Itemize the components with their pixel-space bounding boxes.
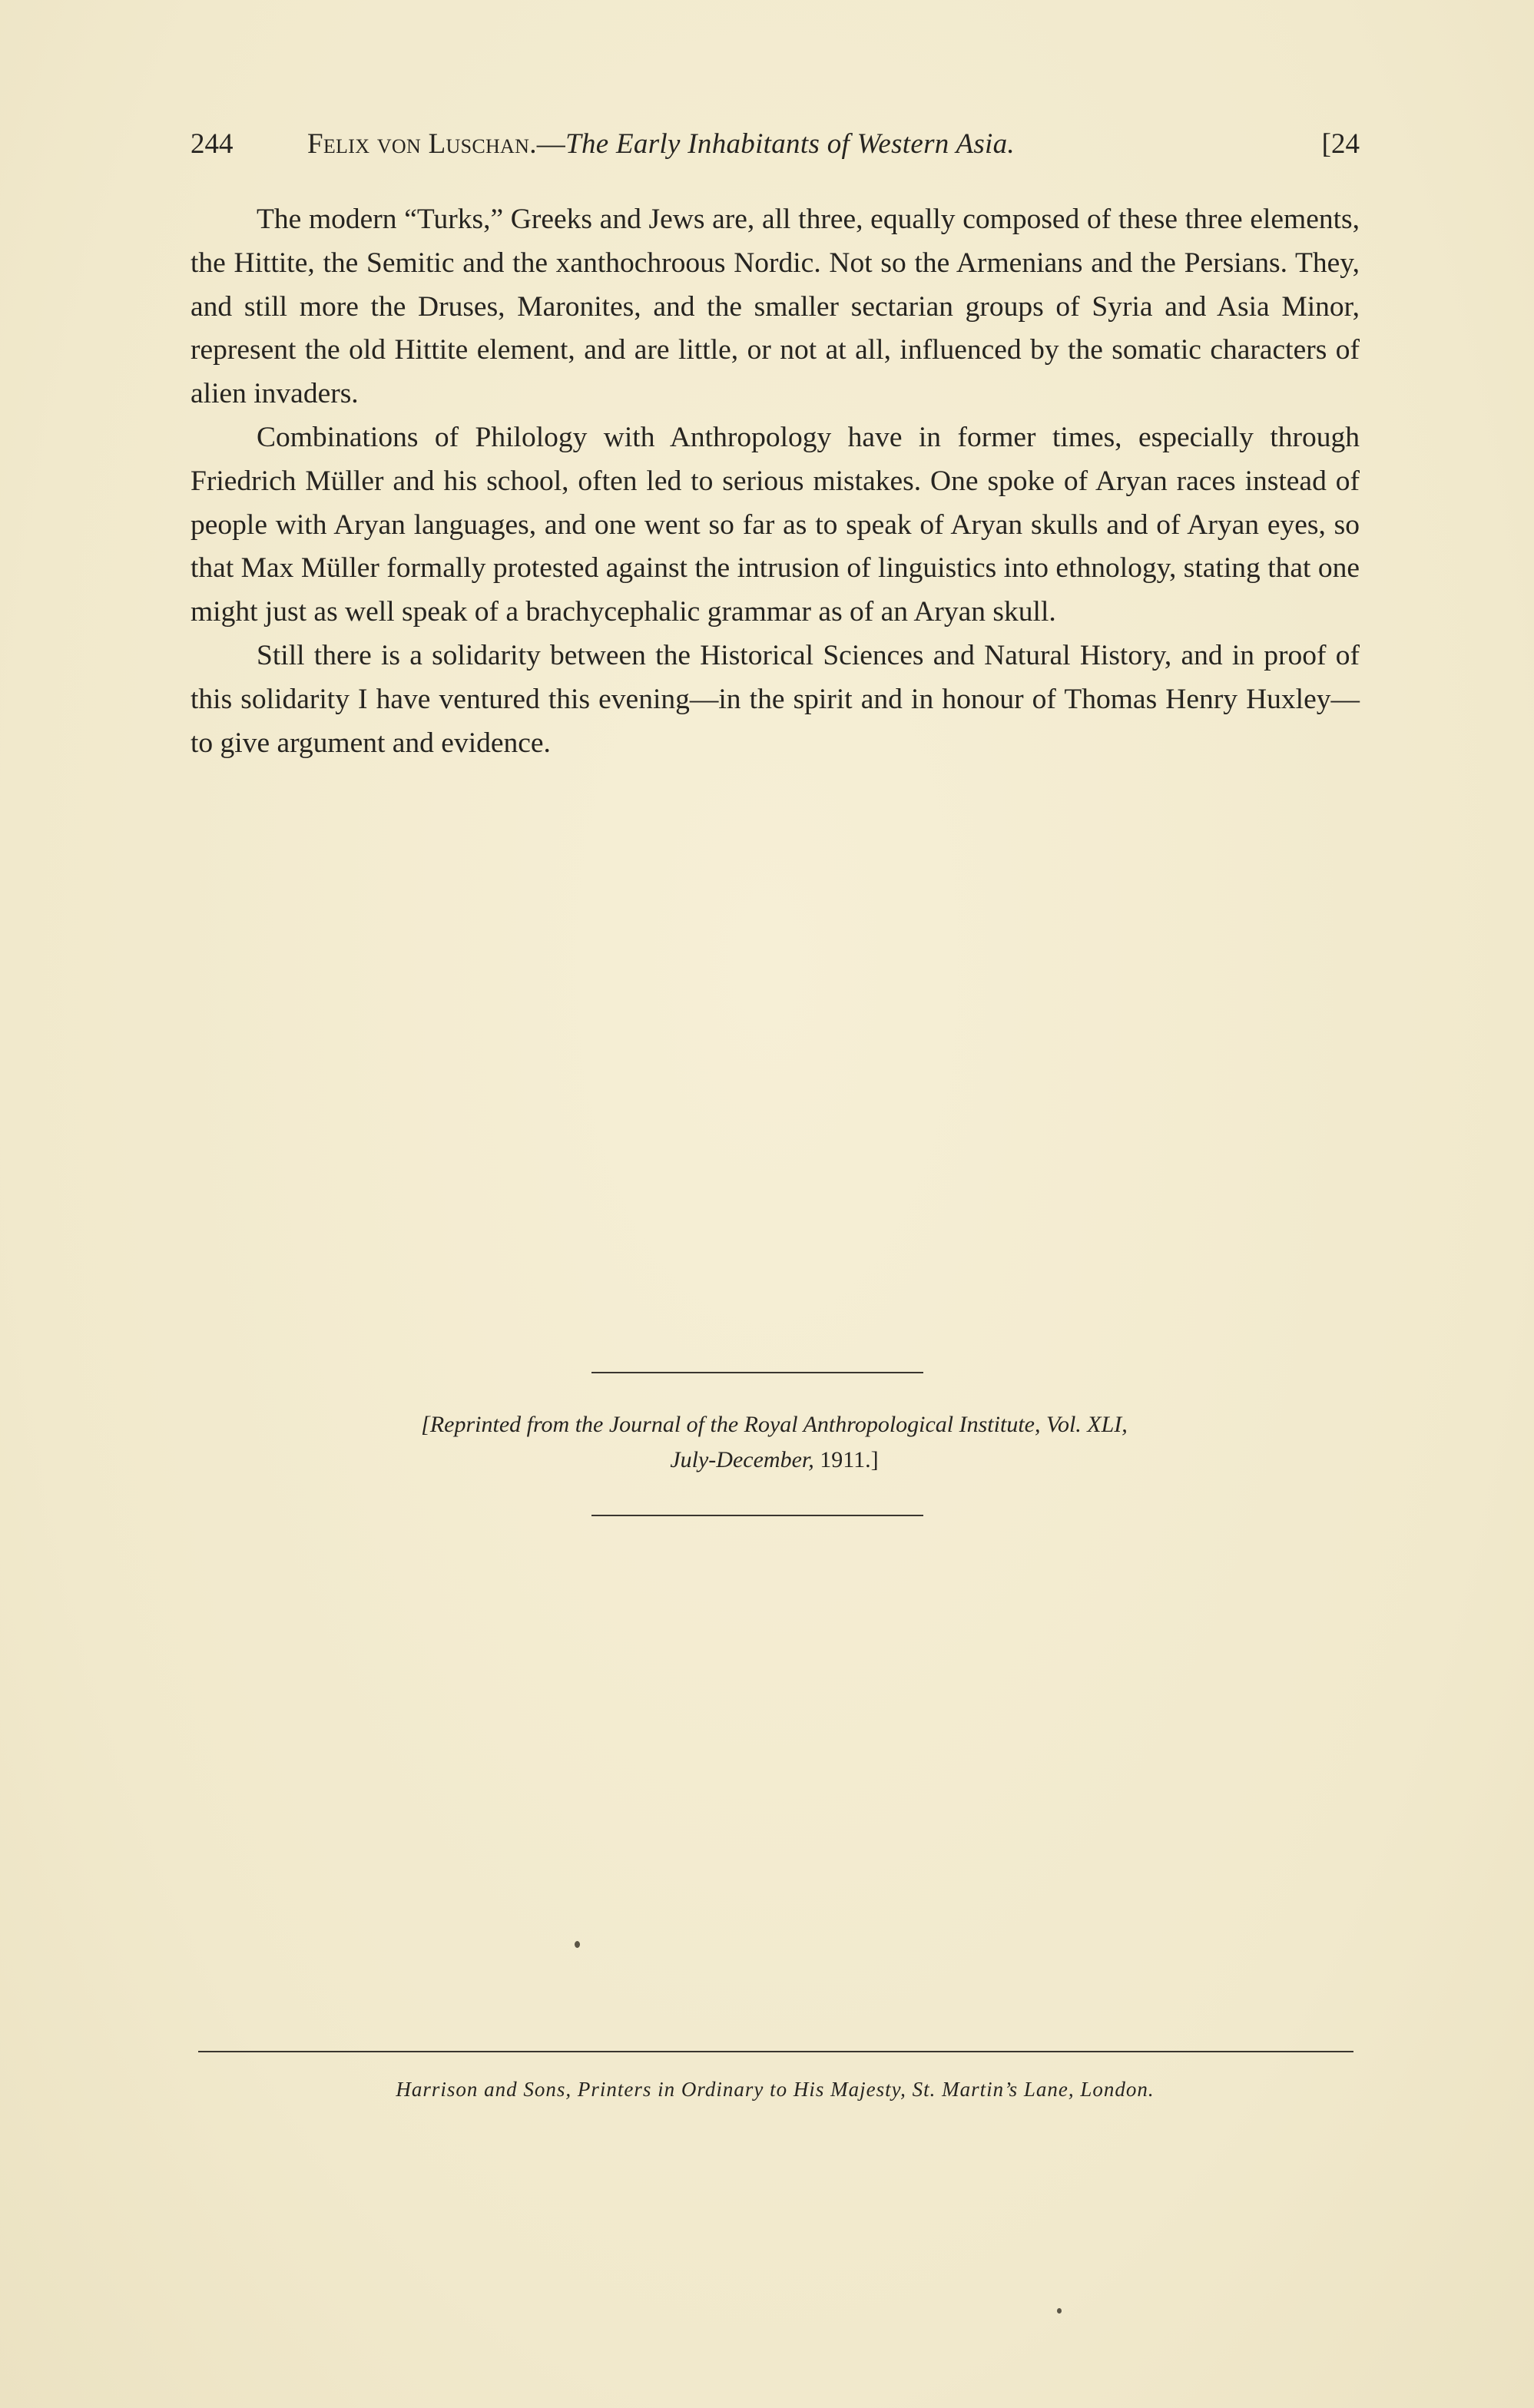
rule-below-reprint-note xyxy=(591,1515,923,1516)
reprint-note-year: 1911.] xyxy=(820,1447,879,1472)
reprint-note xyxy=(306,1407,1243,1478)
paragraph: Still there is a solidarity between the Historical Sciences and Natural History, and in proof of this solidarity I have ventured this evening—in the spirit and in honour of Thomas Henry Huxley—to give argument and evidence. xyxy=(191,639,1360,759)
ink-speck xyxy=(575,1941,580,1948)
rule-above-reprint-note xyxy=(591,1372,923,1373)
printer-imprint: Harrison and Sons, Printers in Ordinary to His Majesty, St. Martin’s Lane, London. xyxy=(396,2078,1155,2101)
running-header xyxy=(191,121,1360,167)
reprint-note-line: [Reprinted from the Journal of the Royal Anthropological Institute, Vol. XLI, xyxy=(421,1412,1128,1437)
reprint-note-dates: July-December, xyxy=(670,1447,820,1472)
page-number: 244 xyxy=(191,128,234,160)
running-author: Felix von Luschan. xyxy=(307,128,537,160)
ink-speck xyxy=(1057,2308,1062,2314)
reprint-note-line xyxy=(306,1442,1243,1478)
bracket-page-number: [24 xyxy=(1321,128,1360,160)
paragraph: Combinations of Philology with Anthropology have in former times, especially through Friedrich Müller and his school, often led to serious mistakes. One spoke of Aryan races instead of people with Aryan languages, and one went so far as to speak of Aryan skulls and of Aryan eyes, so that Max Müller formally protested against the intrusion of linguistics into ethnology, stating that one might just as well speak of a brachycephalic grammar as of an Aryan skull. xyxy=(191,421,1360,628)
paragraph: The modern “Turks,” Greeks and Jews are, all three, equally composed of these three elements, the Hittite, the Semitic and the xanthochroous Nordic. Not so the Armenians and the Persians. They, and still more the Druses, Maronites, and the smaller sectarian groups of Syria and Asia Minor, represent the old Hittite element, and are little, or not at all, influenced by the somatic characters of alien invaders. xyxy=(191,204,1360,410)
body-text xyxy=(191,198,1360,765)
running-article-title: The Early Inhabitants of Western Asia. xyxy=(565,128,1015,160)
running-title xyxy=(307,121,1015,167)
imprint-rule xyxy=(198,2051,1353,2052)
running-separator: — xyxy=(536,128,566,160)
